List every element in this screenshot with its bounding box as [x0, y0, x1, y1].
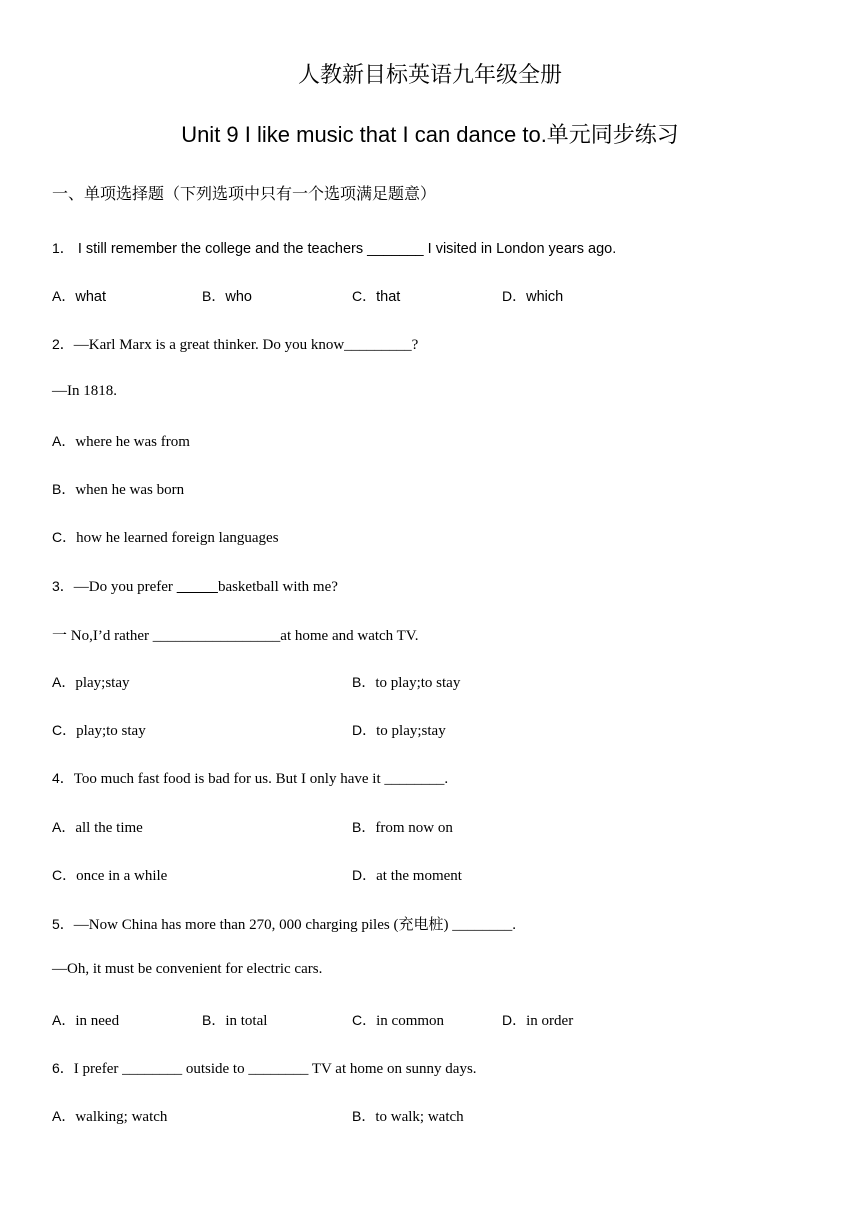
question-stem: I still remember the college and the teachers _______ I visited in London years ago. — [73, 241, 617, 257]
option-b: B．to walk; watch — [352, 1108, 464, 1125]
question-stem: I prefer ________ outside to ________ TV at home on sunny days. — [73, 1061, 477, 1077]
question-stem: —Now China has more than 270, 000 charging piles (充电桩) ________. — [73, 917, 516, 933]
option-b: B．from now on — [352, 819, 453, 836]
option-c: C．that — [352, 288, 401, 305]
option-c: C．once in a while — [52, 867, 168, 884]
option-a: A．in need — [52, 1012, 120, 1029]
option-b: B．when he was born — [52, 481, 185, 498]
question-number: 3． — [52, 578, 74, 594]
option-c: C．in common — [352, 1012, 445, 1029]
option-b: B．in total — [202, 1012, 268, 1029]
document-subtitle: Unit 9 I like music that I can dance to.单元同步练习 — [181, 122, 679, 147]
option-d: D．which — [502, 288, 564, 305]
option-d: D．at the moment — [352, 867, 462, 884]
question-stem: —Karl Marx is a great thinker. Do you know_________? — [73, 337, 419, 353]
question-4 — [52, 768, 448, 788]
section-heading: 一、单项选择题（下列选项中只有一个选项满足题意） — [52, 184, 437, 203]
option-c: C．play;to stay — [52, 722, 146, 739]
option-b: B．to play;to stay — [352, 674, 461, 691]
question-number: 2． — [52, 336, 74, 352]
option-c: C．how he learned foreign languages — [52, 529, 279, 546]
question-number: 5． — [52, 916, 74, 932]
option-a: A．what — [52, 288, 106, 305]
option-b: B．who — [202, 288, 252, 305]
question-6 — [52, 1058, 477, 1078]
option-d: D．to play;stay — [352, 722, 446, 739]
option-a: A．where he was from — [52, 433, 190, 450]
question-3: 3．—Do you prefer basketball with me? — [52, 578, 338, 595]
question-number: 6． — [52, 1060, 74, 1076]
document-title: 人教新目标英语九年级全册 — [297, 63, 562, 88]
option-a: A．all the time — [52, 819, 143, 836]
question-reply: —Oh, it must be convenient for electric cars. — [52, 961, 323, 977]
option-a: A．play;stay — [52, 674, 130, 691]
question-stem: Too much fast food is bad for us. But I only have it ________. — [73, 771, 449, 787]
question-1 — [52, 238, 616, 258]
question-2 — [52, 334, 418, 354]
question-reply: —In 1818. — [52, 383, 117, 399]
question-5 — [52, 913, 516, 934]
question-number: 1． — [52, 240, 74, 256]
option-a: A．walking; watch — [52, 1108, 168, 1125]
answer-blank: _________________ — [152, 628, 281, 644]
question-reply: 一 No,I’d rather _________________at home and watch TV. — [52, 628, 419, 644]
option-d: D．in order — [502, 1012, 574, 1029]
answer-blank — [177, 579, 218, 595]
question-number: 4． — [52, 770, 74, 786]
